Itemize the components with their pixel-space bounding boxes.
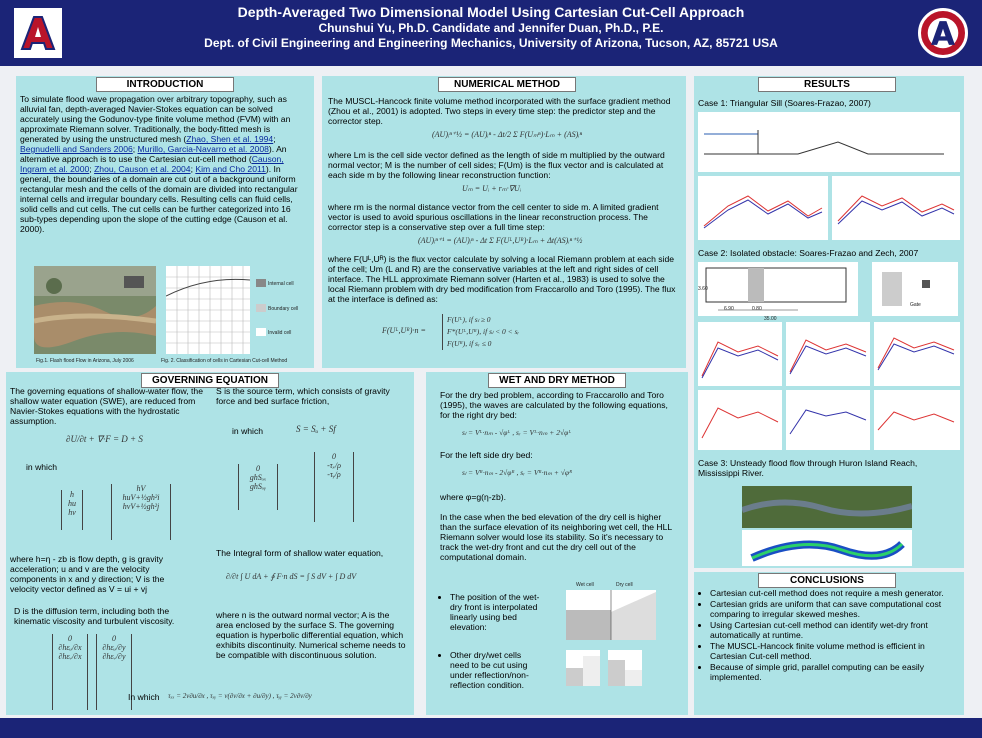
sf-vector: 0 -τₓ/ρ -τᵧ/ρ (314, 452, 354, 522)
wetdry-p4: In the case when the bed elevation of the dry cell is higher than the surface elevation of its neighboring wet cell, the HLL Riemann solver would lose its stability. So it's necessary to track the wet-dry front and cut the dry cell out of the computational domain. (440, 512, 672, 562)
reflection-diagram-2 (608, 650, 642, 686)
intro-ref-kim[interactable]: Kim and Cho 2011 (195, 164, 266, 174)
hll-flux-equation: F(Uᴸ), if sₗ ≥ 0 F*(Uᴸ,Uᴿ), if sₗ < 0 < sᵣ F(Uᴿ), if sᵣ ≤ 0 (442, 314, 519, 350)
legend-internal-swatch (256, 279, 266, 287)
governing-title: GOVERNING EQUATION (141, 373, 279, 388)
governing-p5: The Integral form of shallow water equation, (216, 548, 384, 558)
conclusion-item-5: • Because of simple grid, parallel computing can be easily implemented. (710, 662, 958, 682)
governing-p3: D is the diffusion term, including both the kinematic viscosity and turbulent viscosity. (14, 606, 175, 626)
reconstruction-equation: Uₘ = Uᵢ + rₘ·∇Uᵢ (462, 184, 522, 193)
university-seal-right (918, 8, 968, 58)
right-dry-equation: sₗ = Vᴸ·nₘ - √φᴸ , sᵣ = Vᴸ·nₘ + 2√φᴸ (462, 428, 572, 437)
f-vector: hV huV+½gh²i hvV+½gh²j (111, 484, 171, 540)
results-case2: Case 2: Isolated obstacle: Soares-Frazao and Zech, 2007 (698, 248, 919, 258)
results-title: RESULTS (758, 77, 896, 92)
intro-ref-murillo[interactable]: Murillo, Garcia-Navarro et al. 2008 (137, 144, 269, 154)
case2-plot-2 (786, 322, 870, 386)
corrector-equation: (AU)ᵢⁿ⁺¹ = (AU)ᵢⁿ - Δt Σ F(Uᴸ,Uᴿ)·Lₘ + Δt(AS)ᵢⁿ⁺½ (418, 236, 583, 245)
conclusions-title: CONCLUSIONS (758, 573, 896, 588)
case2-plot-4 (698, 390, 782, 450)
introduction-panel (16, 76, 314, 368)
poster-body (0, 66, 982, 718)
legend-internal-label: Internal cell (268, 281, 294, 287)
governing-panel (6, 372, 414, 715)
introduction-title: INTRODUCTION (96, 77, 234, 92)
numerical-panel (322, 76, 686, 368)
poster-affiliation: Dept. of Civil Engineering and Engineering Mechanics, University of Arizona, Tucson, AZ, 85721 USA (204, 36, 778, 50)
wetdry-title: WET AND DRY METHOD (488, 373, 626, 388)
case2-plot-3 (874, 322, 960, 386)
governing-p4: S is the source term, which consists of gravity force and bed surface friction, (216, 386, 390, 406)
numerical-p2: where Lm is the cell side vector defined as the length of side m multiplied by the outward normal vector; M is the number of cell sides; F(Um) is the flux vector and is calculated at each side m by the following linear reconstruction function: (328, 150, 665, 180)
flash-flood-photo (34, 266, 156, 354)
seal-a-icon (926, 16, 960, 50)
numerical-p3: where rm is the normal distance vector from the cell center to side m. A limited gradient vector is used to avoid spurious oscillations in the linear reconstruction process. The corrector step is a conservative step over a full time step: (328, 202, 659, 232)
governing-main-equation: ∂U/∂t + ∇·F = D + S (66, 434, 143, 444)
conclusion-item-1: • Cartesian cut-cell method does not require a mesh generator. (710, 588, 958, 598)
results-case1: Case 1: Triangular Sill (Soares-Frazao, 2007) (698, 98, 871, 108)
legend-boundary-swatch (256, 304, 266, 312)
conclusions-list (700, 588, 958, 683)
conclusion-item-3: • Using Cartesian cut-cell method can identify wet-dry front automatically at runtime. (710, 620, 958, 640)
case2-plot-5 (786, 390, 870, 450)
poster-title: Depth-Averaged Two Dimensional Model Using Cartesian Cut-Cell Approach (237, 4, 745, 20)
intro-ref-zhou[interactable]: Zhou, Causon et al. 2004 (94, 164, 191, 174)
wet-dry-front-diagram (566, 590, 656, 640)
cut-cell-grid-figure (166, 266, 250, 354)
dim-3500: 35.00 (764, 316, 777, 322)
conclusions-panel (694, 572, 964, 715)
s0-vector: 0 ghSₒₓ ghSₒᵧ (238, 464, 278, 510)
intro-ref-begnudelli[interactable]: Begnudelli and Sanders 2006 (20, 144, 133, 154)
numerical-title: NUMERICAL METHOD (438, 77, 576, 92)
d-matrix-1: 0 ∂hεᵤ/∂x ∂hεᵥ/∂x (52, 634, 88, 710)
wetdry-panel (426, 372, 688, 715)
legend-boundary-label: Boundary cell (268, 306, 299, 312)
wetdry-p2: For the left side dry bed: (440, 450, 533, 460)
intro-p2: ). An alternative approach is to use the Cartesian cut-cell method ( (20, 144, 287, 164)
wetdry-p1: For the dry bed problem, according to Fraccarollo and Toro (1995), the waves are calculated by the following equations, for the right dry bed: (440, 390, 668, 420)
governing-in-which-2: In which (128, 692, 160, 702)
conclusion-item-2: • Cartesian grids are uniform that can save computational cost comparing to irregular skewed meshes. (710, 599, 958, 619)
governing-p2: where h=η - zb is flow depth, g is gravity acceleration; u and v are the velocity components in x and y direction; V is the velocity vector defined as V = ui + vj (10, 554, 165, 594)
source-equation: S = Sₒ + Sf (296, 424, 336, 434)
wet-cell-label: Wet cell (576, 582, 594, 588)
hll-flux-lhs: F(Uᴸ,Uᴿ)·n = (382, 326, 426, 335)
poster-authors: Chunshui Yu, Ph.D. Candidate and Jennifer Duan, Ph.D., P.E. (318, 21, 664, 35)
legend-invalid-label: Invalid cell (268, 330, 292, 336)
wetdry-bullet-1: • The position of the wet-dry front is interpolated linearly using bed elevation: (450, 592, 540, 632)
legend-invalid-swatch (256, 328, 266, 336)
dim-690: 6.90 (724, 306, 734, 312)
intro-p3: ). In general, the boundaries of a domain are cut out of a background uniform rectangular mesh and the cells of the domain are divided into rectangular internal cells and irregular boundary cells. Resulting cells can fluid cells, solid cells and cut cells. The cut cells can be further categorized into 16 sub-types depending upon the slope of the cutting edge (Causon et al. 2000). (20, 164, 298, 234)
wetdry-bullets (440, 592, 540, 633)
fig1-caption: Fig.1. Flash flood Flow in Arizona, July 2006 (36, 358, 134, 364)
case1-plot-2 (832, 176, 960, 240)
intro-p1: To simulate flood wave propagation over arbitrary topography, such as alluvial fan, depth-averaged Navier-Stokes equation can be solved accurately using the Godunov-type finite volume method (FVM) with an approximate Riemann solver. Traditionally, the body-fitted mesh is generated by using the unstructured mesh ( (20, 94, 291, 144)
case3-satellite-image (742, 486, 912, 528)
integral-equation: ∂/∂t ∫ U dA + ∮ F·n dS = ∫ S dV + ∫ D dV (226, 572, 357, 581)
intro-ref-zhao[interactable]: Zhao, Shen et al. 1994 (186, 134, 274, 144)
case3-depth-map (742, 530, 912, 566)
introduction-text: To simulate flood wave propagation over arbitrary topography, such as alluvial fan, depth-averaged Navier-Stokes equation can be solved accurately using the Godunov-type finite volume method (FVM) with an approximate Riemann solver. Traditionally, the body-fitted mesh is generated by using the unstructured mesh (Zhao, Shen et al. 1994; Begnudelli and Sanders 2006; Murillo, Garcia-Navarro et al. 2008). An alternative approach is to use the Cartesian cut-cell method (Causon, Ingram et al. 2000; Zhou, Causon et al. 2004; Kim and Cho 2011). In general, the boundaries of a domain are cut out of a background uniform rectangular mesh and the cells of the domain are divided into rectangular internal cells and irregular boundary cells. Resulting cells can fluid cells, solid cells and cut cells. The cut cells can be further categorized into 16 sub-types depending upon the slope of the cutting edge (Causon et al. 2000). (20, 94, 298, 234)
case2-setup-figure (698, 262, 858, 316)
case2-plot-6 (874, 390, 960, 450)
case2-plot-1 (698, 322, 782, 386)
case1-plot-1 (698, 176, 828, 240)
fig2-caption: Fig. 2. Classification of cells in Cartesian Cut-cell Method (161, 358, 288, 364)
reflection-diagram-1 (566, 650, 600, 686)
results-case3: Case 3: Unsteady flood flow through Huron Island Reach, Mississippi River. (698, 458, 918, 478)
arizona-a-icon (18, 13, 58, 53)
conclusion-item-4: • The MUSCL-Hancock finite volume method is efficient in Cartesian Cut-cell method. (710, 641, 958, 661)
predictor-equation: (AU)ᵢⁿ⁺½ = (AU)ᵢⁿ - Δt/2 Σ F(Uₘⁿ)·Lₘ + (AS)ᵢⁿ (432, 130, 583, 139)
results-panel (694, 76, 964, 568)
governing-p1: The governing equations of shallow-water flow, the shallow water equation (SWE), are reduced from Navier-Stokes equations with the hydrostatic assumption. (10, 386, 203, 426)
governing-p6: where n is the outward normal vector; A is the area enclosed by the surface S. The governing equation is hyperbolic differential equation, which exhibits discontinuity. Numerical scheme needs to be compatible with discontinuous solution. (216, 610, 406, 660)
d-matrix-2: 0 ∂hεᵤ/∂y ∂hεᵥ/∂y (96, 634, 132, 710)
wetdry-bullet-2: • Other dry/wet cells need to be cut using under reflection/non-reflection condition. (450, 650, 540, 690)
governing-in-which-3: in which (232, 426, 264, 436)
viscosity-equation: τₓₓ = 2ν∂u/∂x , τₓᵧ = ν(∂v/∂x + ∂u/∂y) , τᵧᵧ = 2ν∂v/∂y (168, 692, 312, 700)
wetdry-bullets-2 (440, 650, 540, 691)
dry-cell-label: Dry cell (616, 582, 633, 588)
university-logo-left (14, 8, 62, 58)
poster-header (0, 0, 982, 66)
intro-ref-causon[interactable]: Causon, Ingram et al. 2000 (20, 154, 284, 174)
poster-footer (0, 718, 982, 738)
dim-080: 0.80 (752, 306, 762, 312)
gate-label: Gate (910, 302, 921, 308)
dim-360: 3.60 (698, 286, 708, 292)
left-dry-equation: sₗ = Vᴿ·nₘ - 2√φᴿ , sᵣ = Vᴿ·nₘ + √φᴿ (462, 468, 573, 477)
case1-setup-figure (698, 112, 960, 172)
numerical-p1: The MUSCL-Hancock finite volume method incorporated with the surface gradient method (Zhou et al., 2001) is adopted. Two steps in every time step: the predictor step and the corrector step. (328, 96, 671, 126)
wetdry-p3: where φ=g(η-zb). (440, 492, 506, 502)
u-vector: h hu hv (61, 490, 83, 530)
governing-in-which-1: in which (26, 462, 58, 472)
numerical-p4: where F(Uᴸ,Uᴿ) is the flux vector calculate by solving a local Riemann problem at each side of the cell; Um (L and R) are the conservative variables at the left and right sides of cell interface. The HLL approximate Riemann solver (Harten et al., 1983) is used to solve the local Riemann problem with dry bed modification from Fraccarollo and Toro (1995). The flux at the interface is defined as: (328, 254, 676, 304)
